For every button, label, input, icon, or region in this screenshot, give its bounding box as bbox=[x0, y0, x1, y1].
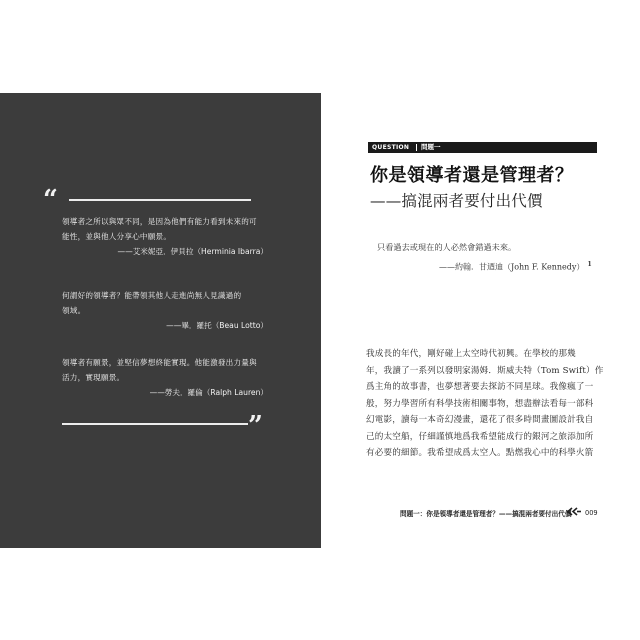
close-quote-mark: ” bbox=[248, 411, 263, 441]
bottom-divider bbox=[62, 423, 248, 425]
epigraph-attribution bbox=[439, 261, 592, 273]
chapter-label-zh: 問題一 bbox=[421, 143, 441, 151]
body-line: 年，我讀了一系列以發明家湯姆．斯威夫特（Tom Swift）作 bbox=[366, 365, 604, 376]
quote-text-line: 領導者之所以與眾不同，是因為他們有能力看到未來的可 bbox=[62, 217, 257, 226]
running-footer: 問題一：你是領導者還是管理者？——搞混兩者要付出代價 bbox=[400, 510, 572, 518]
footnote-marker: 1 bbox=[587, 261, 592, 268]
quote-text-line: 領導者有願景，並堅信夢想終能實現。他能激發出力量與 bbox=[62, 358, 257, 367]
quote-text-line: 活力，實現願景。 bbox=[62, 373, 125, 382]
body-line: 般，努力學習所有科學技術相關事物，想盡辦法看每一部科 bbox=[366, 398, 594, 409]
chapter-subtitle: ——搞混兩者要付出代價 bbox=[370, 192, 543, 210]
quote-text-line: 何謂好的領導者？能帶領其他人走進尚無人見識過的 bbox=[62, 291, 242, 300]
body-line: 爲主角的故事書，也夢想著要去探訪不同星球。我像瘋了一 bbox=[366, 382, 594, 392]
quote-2 bbox=[62, 288, 274, 333]
page-number: 009 bbox=[585, 509, 598, 517]
chapter-label-en: QUESTION bbox=[372, 144, 410, 151]
chevrons-left-icon bbox=[567, 507, 581, 518]
quote-text-line: 領域。 bbox=[62, 306, 86, 315]
open-quote-mark: “ bbox=[43, 185, 58, 215]
body-line: 幻電影，讀每一本奇幻漫畫，還花了很多時間畫圖設計我自 bbox=[366, 415, 594, 425]
epigraph-attribution-text: ——約翰．甘迺迪（John F. Kennedy） bbox=[439, 262, 585, 272]
body-line: 有必要的細節。我希望成爲太空人。點燃我心中的科學火箭 bbox=[366, 448, 594, 458]
chapter-label-bar bbox=[368, 142, 597, 153]
body-line: 我成長的年代，剛好碰上太空時代初興。在學校的那幾 bbox=[366, 349, 576, 359]
top-divider bbox=[69, 199, 251, 201]
quote-attribution: ——艾米妮亞．伊貝拉（Herminia Ibarra） bbox=[117, 247, 268, 256]
right-page bbox=[321, 93, 640, 548]
quote-attribution: ——勞夫．羅倫（Ralph Lauren） bbox=[149, 388, 268, 397]
quote-1 bbox=[62, 214, 274, 259]
chapter-label-separator bbox=[416, 144, 417, 151]
left-page bbox=[0, 93, 321, 548]
chevrons-left-icon-svg bbox=[567, 507, 581, 516]
quote-3 bbox=[62, 355, 274, 400]
quote-text-line: 能性，並與他人分享心中願景。 bbox=[62, 232, 172, 241]
quote-attribution: ——畢．羅托（Beau Lotto） bbox=[166, 321, 268, 330]
body-text bbox=[366, 346, 604, 462]
body-line: 己的太空船，仔細謹慎地爲我希望能成行的銀河之旅添加所 bbox=[366, 431, 594, 442]
chapter-title: 你是領導者還是管理者？ bbox=[370, 165, 574, 186]
epigraph: 只看過去或現在的人必然會錯過未來。 bbox=[377, 242, 517, 252]
